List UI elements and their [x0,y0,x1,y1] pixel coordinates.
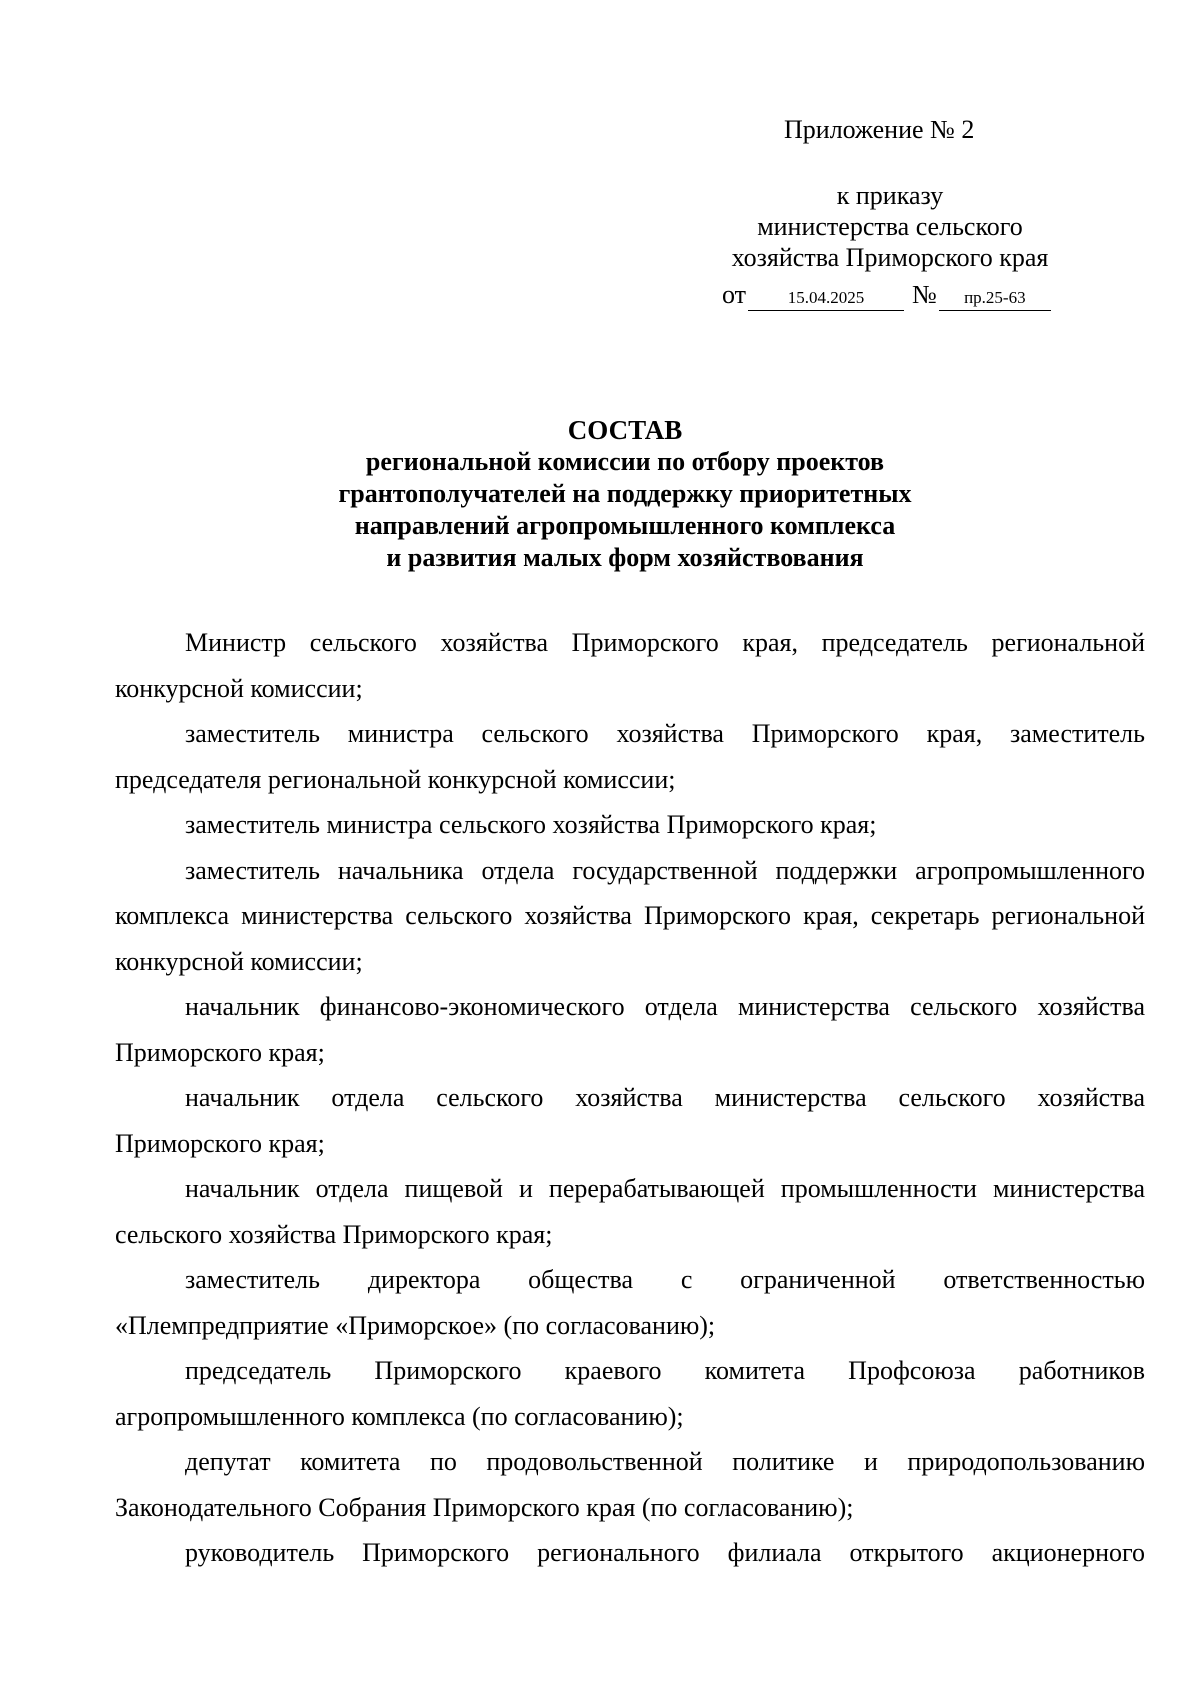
member-item: заместитель директора общества с ограниченной ответственностью «Племпредприятие «Приморское» (по согласованию); [115,1265,1145,1340]
member-item: Министр сельского хозяйства Приморского края, председатель региональной конкурсной комиссии; [115,628,1145,703]
member-item: начальник отдела сельского хозяйства министерства сельского хозяйства Приморского края; [115,1083,1145,1158]
heading-line-3: направлений агропромышленного комплекса [354,511,896,540]
document-heading [300,414,950,574]
order-date: 15.04.2025 [748,286,904,311]
order-date-number [722,279,1051,311]
date-prefix: от [722,280,747,309]
member-item: начальник финансово-экономического отдела министерства сельского хозяйства Приморского края; [115,992,1145,1067]
heading-line-2: грантополучателей на поддержку приоритетных [338,479,912,508]
member-list [115,620,1145,1576]
heading-line-4: и развития малых форм хозяйствования [386,543,864,572]
member-item: председатель Приморского краевого комитета Профсоюза работников агропромышленного комплекса (по согласованию); [115,1356,1145,1431]
number-sign: № [912,280,937,309]
order-reference [700,180,1080,273]
appendix-title: Приложение № 2 [784,115,975,144]
order-line-3: хозяйства Приморского края [731,243,1049,272]
member-item: депутат комитета по продовольственной политике и природопользованию Законодательного Собрания Приморского края (по согласованию); [115,1447,1145,1522]
order-number: пр.25-63 [939,286,1051,311]
member-item: заместитель министра сельского хозяйства Приморского края; [185,810,877,839]
member-item: начальник отдела пищевой и перерабатывающей промышленности министерства сельского хозяйства Приморского края; [115,1174,1145,1249]
heading-line-1: региональной комиссии по отбору проектов [365,447,885,476]
order-line-1: к приказу [836,181,944,210]
heading-title: СОСТАВ [567,415,683,445]
member-item: заместитель министра сельского хозяйства Приморского края, заместитель председателя региональной конкурсной комиссии; [115,719,1145,794]
member-item: заместитель начальника отдела государственной поддержки агропромышленного комплекса министерства сельского хозяйства Приморского края, секретарь региональной конкурсной комиссии; [115,855,1145,976]
member-item: руководитель Приморского регионального филиала открытого акционерного [185,1538,1145,1567]
order-line-2: министерства сельского [757,212,1023,241]
